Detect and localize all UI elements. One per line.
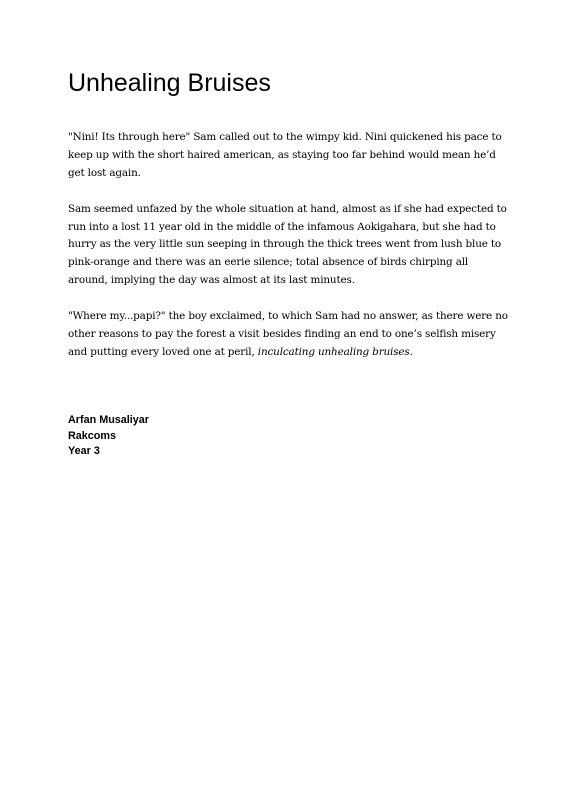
paragraph-3 — [68, 308, 508, 362]
paragraph-3-emphasis: inculcating unhealing bruises — [257, 345, 410, 358]
paragraph-3-text: "Where my...papi?" the boy exclaimed, to which Sam had no answer, as there were no other reasons to pay the forest a visit besides finding an end to one’s selfish misery and putting every loved one at peril, — [68, 310, 508, 358]
author-group: Rakcoms — [68, 429, 117, 442]
paragraph-1: "Nini! Its through here" Sam called out to the wimpy kid. Nini quickened his pace to keep up with the short haired american, as staying too far behind would mean he’d get lost again. — [68, 131, 502, 179]
author-year: Year 3 — [68, 445, 100, 457]
paragraph-3-end: . — [409, 345, 413, 358]
story-body — [68, 129, 508, 380]
paragraph-2: Sam seemed unfazed by the whole situation at hand, almost as if she had expected to run into a lost 11 year old in the middle of the infamous Aokigahara, but she had to hurry as the very little sun seeping in through the thick trees went from lush blue to pink-orange and there was an eerie silence; total absence of birds chirping all around, implying the day was almost at its last minutes. — [68, 202, 507, 287]
document-title: Unhealing Bruises — [68, 69, 271, 97]
author-name: Arfan Musaliyar — [68, 414, 150, 426]
author-block — [68, 413, 149, 460]
